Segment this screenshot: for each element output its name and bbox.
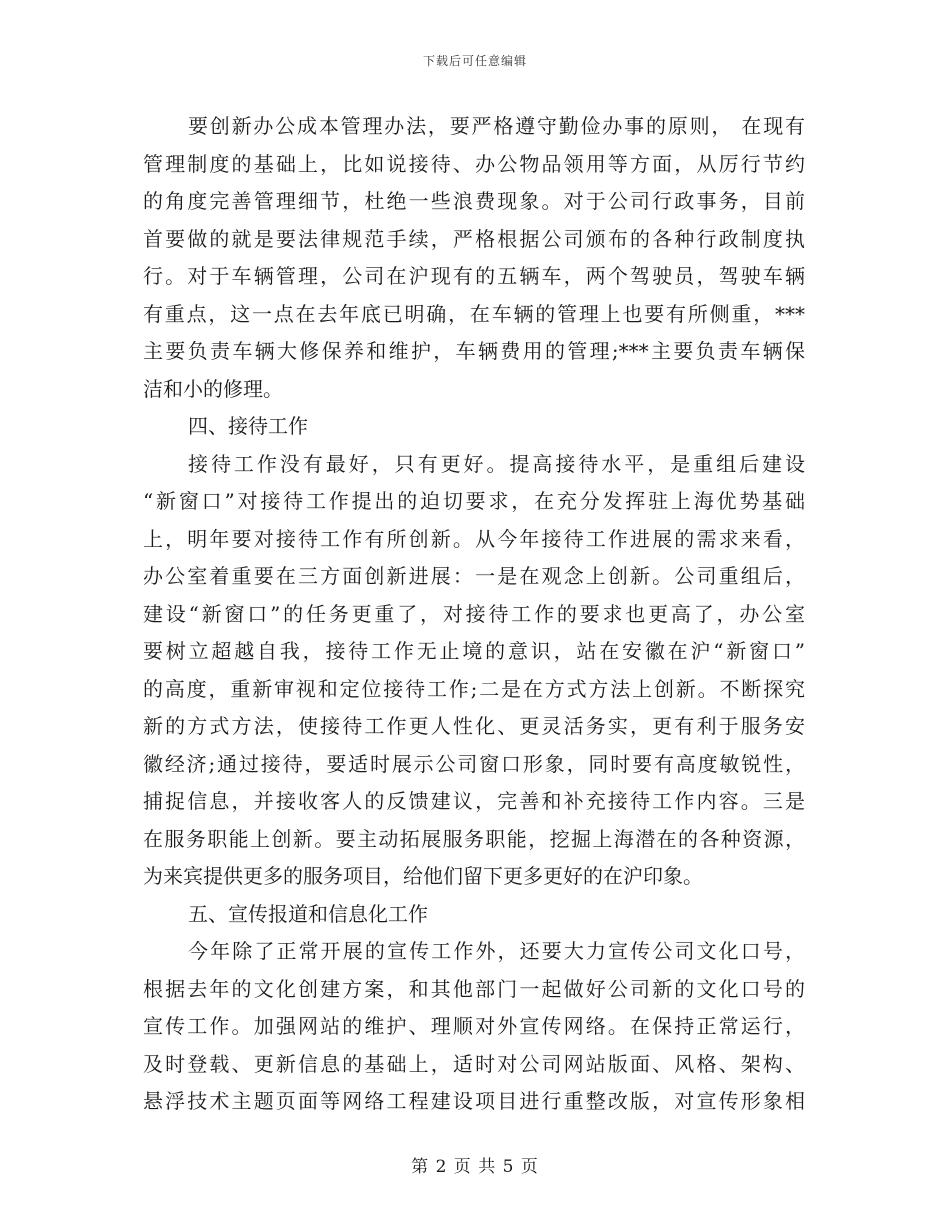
text-line: 建设“新窗口”的任务更重了，对接待工作的要求也更高了，办公室: [143, 601, 805, 626]
text-line: 捕捉信息，并接收客人的反馈建议，完善和补充接待工作内容。三是: [143, 789, 805, 813]
text-line: 新的方式方法，使接待工作更人性化、更灵活务实，更有利于服务安: [143, 714, 805, 738]
text-line: 及时登载、更新信息的基础上，适时对公司网站版面、风格、架构、: [143, 1051, 805, 1076]
text-line: 四、接待工作: [188, 414, 308, 438]
text-line: 的角度完善管理细节，杜绝一些浪费现象。对于公司行政事务，目前: [143, 189, 805, 213]
text-line: 要树立超越自我，接待工作无止境的意识，站在安徽在沪“新窗口”: [143, 639, 805, 663]
text-line: 上，明年要对接待工作有所创新。从今年接待工作进展的需求来看，: [143, 526, 805, 551]
text-line: 徽经济;通过接待，要适时展示公司窗口形象，同时要有高度敏锐性，: [143, 751, 805, 776]
text-line: 主要负责车辆大修保养和维护，车辆费用的管理;***主要负责车辆保: [143, 339, 805, 363]
text-line: 有重点，这一点在去年底已明确，在车辆的管理上也要有所侧重，***: [143, 301, 805, 326]
page-number-footer: 第 2 页 共 5 页: [411, 1157, 539, 1177]
text-line: 在服务职能上创新。要主动拓展服务职能，挖掘上海潜在的各种资源，: [143, 826, 805, 851]
text-line: 根据去年的文化创建方案，和其他部门一起做好公司新的文化口号的: [143, 976, 805, 1001]
text-line: “新窗口”对接待工作提出的迫切要求，在充分发挥驻上海优势基础: [143, 489, 805, 513]
text-line: 为来宾提供更多的服务项目，给他们留下更多更好的在沪印象。: [143, 864, 703, 888]
text-line: 洁和小的修理。: [143, 376, 283, 401]
page-header: 下载后可任意编辑: [422, 54, 527, 68]
text-line: 今年除了正常开展的宣传工作外，还要大力宣传公司文化口号，: [188, 939, 805, 963]
text-line: 悬浮技术主题页面等网络工程建设项目进行重整改版，对宣传形象相: [143, 1089, 805, 1113]
text-line: 五、宣传报道和信息化工作: [188, 901, 428, 926]
text-line: 管理制度的基础上，比如说接待、办公物品领用等方面，从厉行节约: [143, 151, 805, 176]
text-line: 接待工作没有最好，只有更好。提高接待水平，是重组后建设: [188, 451, 805, 476]
document-body: [143, 108, 805, 1121]
text-line: 办公室着重要在三方面创新进展：一是在观念上创新。公司重组后，: [143, 564, 805, 588]
text-line: 宣传工作。加强网站的维护、理顺对外宣传网络。在保持正常运行，: [143, 1014, 805, 1038]
text-line: 首要做的就是要法律规范手续，严格根据公司颁布的各种行政制度执: [143, 226, 805, 251]
text-line: 要创新办公成本管理办法，要严格遵守勤俭办事的原则， 在现有: [188, 114, 805, 138]
text-line: 行。对于车辆管理，公司在沪现有的五辆车，两个驾驶员，驾驶车辆: [143, 264, 805, 288]
text-line: 的高度，重新审视和定位接待工作;二是在方式方法上创新。不断探究: [143, 676, 805, 701]
